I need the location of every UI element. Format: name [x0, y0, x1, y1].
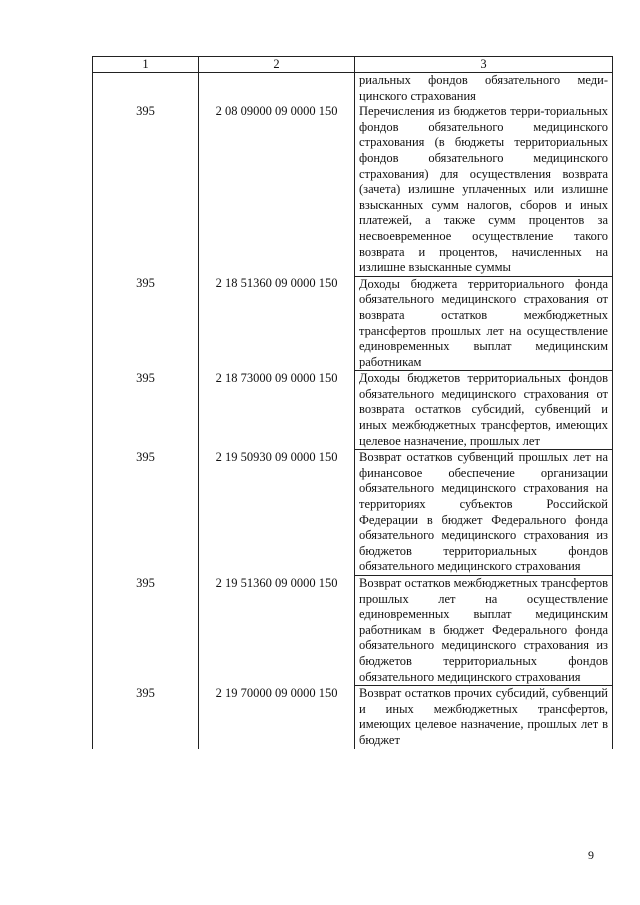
table-header-row — [93, 57, 613, 73]
table-row — [93, 276, 613, 371]
row-description: Возврат остатков межбюджетных трансфертов прошлых лет на осуществление единовременных выплат медицинским работникам в бюджет Федерального фонда обязательного медицинского страхования из бюджетов территориальных фондов обязательного медицинского страхования — [355, 576, 613, 686]
row-admin-code: 395 — [93, 104, 199, 276]
row-budget-code: 2 19 50930 09 0000 150 — [199, 450, 355, 576]
row-description: Возврат остатков субвенций прошлых лет на финансовое обеспечение организации обязательного медицинского страхования на территориях субъектов Российской Федерации в бюджет Федерального фонда обязательного медицинского страхования из бюджетов территориальных фондов обязательного медицинского страхования — [355, 450, 613, 576]
row-budget-code: 2 18 73000 09 0000 150 — [199, 371, 355, 450]
row-description: Возврат остатков прочих субсидий, субвенций и иных межбюджетных трансфертов, имеющих целевое назначение, прошлых лет в бюджет — [355, 686, 613, 749]
header-col-1: 1 — [93, 57, 199, 73]
row-admin-code: 395 — [93, 276, 199, 371]
table-row-continuation — [93, 73, 613, 105]
continuation-text: риальных фондов обязательного меди-цинского страхования — [355, 73, 613, 105]
table-row — [93, 686, 613, 749]
row-budget-code: 2 08 09000 09 0000 150 — [199, 104, 355, 276]
row-budget-code: 2 19 51360 09 0000 150 — [199, 576, 355, 686]
header-col-3: 3 — [355, 57, 613, 73]
table-row — [93, 576, 613, 686]
row-description: Перечисления из бюджетов терри-ториальных фондов обязательного медицинского страхования (в бюджеты территориальных фондов обязательного медицинского страхования) для осуществления возврата (зачета) излишне уплаченных или излишне взысканных сумм налогов, сборов и иных платежей, а также сумм процентов за несвоевременное осуществление такого возврата и процентов, начисленных на излишне взысканные суммы — [355, 104, 613, 276]
budget-codes-table — [92, 56, 613, 749]
row-admin-code: 395 — [93, 371, 199, 450]
row-admin-code: 395 — [93, 576, 199, 686]
row-budget-code: 2 18 51360 09 0000 150 — [199, 276, 355, 371]
table-row — [93, 104, 613, 276]
row-description: Доходы бюджетов территориальных фондов обязательного медицинского страхования от возврата остатков субсидий, субвенций и иных межбюджетных трансфертов, имеющих целевое назначение, прошлых лет — [355, 371, 613, 450]
row-admin-code: 395 — [93, 686, 199, 749]
row-budget-code: 2 19 70000 09 0000 150 — [199, 686, 355, 749]
row-admin-code: 395 — [93, 450, 199, 576]
table-row — [93, 450, 613, 576]
table-row — [93, 371, 613, 450]
page-number: 9 — [588, 848, 594, 862]
header-col-2: 2 — [199, 57, 355, 73]
row-description: Доходы бюджета территориального фонда обязательного медицинского страхования от возврата остатков межбюджетных трансфертов прошлых лет на осуществление единовременных выплат медицинским работникам — [355, 276, 613, 371]
